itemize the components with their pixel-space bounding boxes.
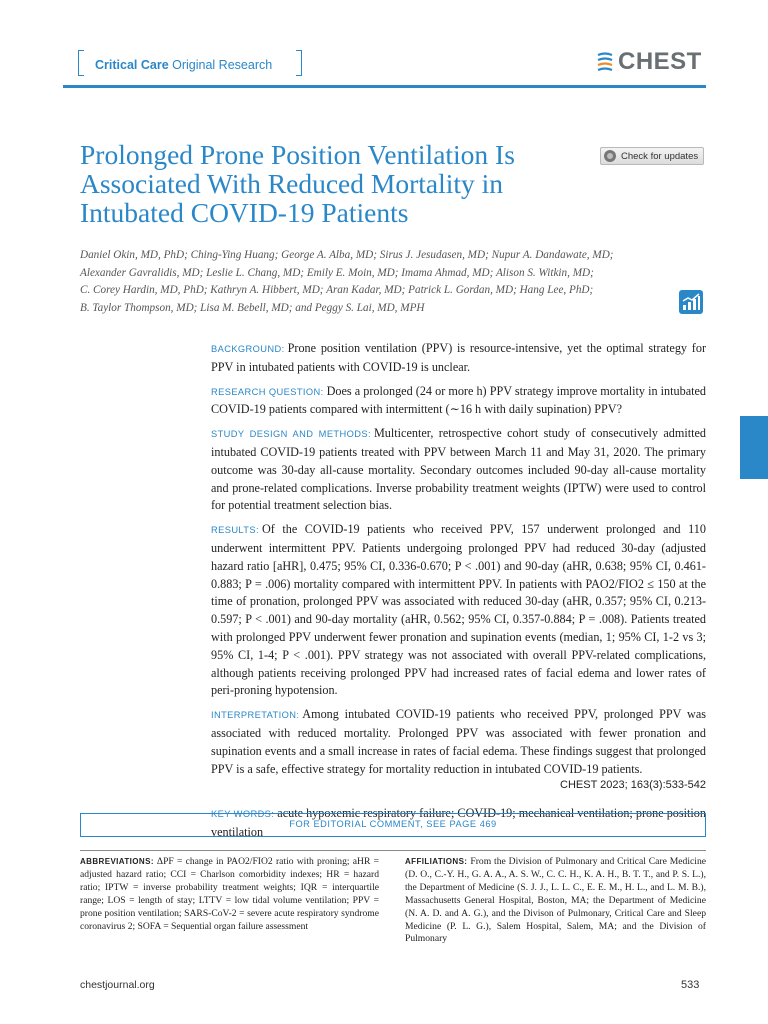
abstract-heading: RESULTS: [211, 525, 259, 536]
footnote-rule [80, 850, 706, 851]
abstract [211, 340, 706, 848]
abstract-text: Prone position ventilation (PPV) is resource-intensive, yet the optimal strategy for PPV in intubated patients with COVID-19 is unclear. [211, 341, 706, 374]
author-line: Alexander Gavralidis, MD; Leslie L. Chang, MD; Emily E. Moin, MD; Imama Ahmad, MD; Alison S. Witkin, MD; [80, 266, 594, 279]
footnote-heading: AFFILIATIONS: [405, 857, 468, 866]
header-bracket-left [78, 50, 84, 76]
abstract-text: Does a prolonged (24 or more h) PPV strategy improve mortality in intubated COVID-19 patients compared with intermittent (∼16 h with daily supination) PPV? [211, 383, 706, 417]
journal-site-link[interactable]: chestjournal.org [80, 979, 155, 991]
article-title: Prolonged Prone Position Ventilation Is Associated With Reduced Mortality in Intubated COVID-19 Patients [80, 139, 515, 228]
author-line: C. Corey Hardin, MD, PhD; Kathryn A. Hibbert, MD; Aran Kadar, MD; Patrick L. Gordan, MD; Hang Lee, PhD; [80, 284, 594, 296]
footnote-text: From the Division of Pulmonary and Critical Care Medicine (D. O., C.-Y. H., G. A. A., A. S. W., C. C. H., K. A. H., B. T. T., and P. S. L.), the Department of Medicine (S. J. J., L. L. C., E. E. M., H. L., and L. M. B.), Massachusetts General Hospital, Boston, MA; the Department of Medicine (N. A. D. and A. G.), and the Divison of Pulmonary, Critical Care and Sleep Medicine (P. L. G.), Salem Hospital, Salem, MA; and the Division of Pulmonary [405, 856, 706, 945]
journal-logo-text: CHEST [618, 48, 702, 75]
editorial-comment-link[interactable]: FOR EDITORIAL COMMENT, SEE PAGE 469 [80, 813, 706, 837]
footnote-text: ΔPF = change in PAO2/FIO2 ratio with proning; aHR = adjusted hazard ratio; CCI = Charlson comorbidity indexes; HR = hazard ratio; IPTW = inverse probability treatment weights; IQR = interquartile range; LOS = length of stay; LTTV = low tidal volume ventilation; PPV = prone position ventilation; SARS-CoV-2 = severe acute respiratory syndrome coronavirus 2; SOFA = Sequential organ failure assessment [80, 856, 379, 932]
section-label-rest: Original Research [172, 58, 273, 72]
abstract-question [211, 383, 706, 420]
section-label [95, 58, 272, 72]
affiliations-footnote [405, 856, 706, 946]
abstract-interpretation [211, 706, 706, 778]
abstract-heading: INTERPRETATION: [211, 710, 300, 721]
citation: CHEST 2023; 163(3):533-542 [560, 779, 706, 792]
abstract-background [211, 340, 706, 377]
abbreviations-footnote [80, 856, 379, 933]
abstract-text: Among intubated COVID-19 patients who received PPV, prolonged PPV was associated with reduced mortality. Prolonged PPV was associated with fewer pronation and supination events and a small increase in rates of facial edema. These findings suggest that prolonged PPV is a safe, effective strategy for mortality reduction in intubated COVID-19 patients. [211, 707, 706, 776]
journal-logo[interactable] [596, 48, 702, 76]
updates-icon [604, 150, 616, 162]
footnote-heading: ABBREVIATIONS: [80, 857, 154, 866]
abstract-text: Of the COVID-19 patients who received PPV, 157 underwent prolonged and 110 underwent intermittent PPV. Patients undergoing prolonged PPV had reduced 30-day (adjusted hazard ratio [aHR], 0.475; 95% CI, 0.336-0.670; P < .001) and 90-day (aHR, 0.638; 95% CI, 0.461-0.883; P = .006) mortality compared with intermittent PPV. In patients with PAO2/FIO2 ≤ 150 at the time of pronation, prolonged PPV was associated with reduced 30-day (aHR, 0.357; 95% CI, 0.213-0.597; P < .001) and 90-day mortality (aHR, 0.562; 95% CI, 0.357-0.884; P = .008). Patients treated with prolonged PPV underwent fewer pronation and supination events (median, 1; 95% CI, 1-2 vs 3; 95% CI, 1-4; P < .001). PPV strategy was not associated with overall PPV-related complications, although patients receiving prolonged PPV had increased rates of facial edema and lower rates of peri-proning hypotension. [211, 522, 706, 698]
abstract-heading: RESEARCH QUESTION: [211, 386, 324, 397]
check-for-updates-button[interactable] [600, 147, 704, 165]
author-list [80, 247, 680, 317]
side-tab [740, 416, 768, 479]
abstract-text: Multicenter, retrospective cohort study of consecutively admitted intubated COVID-19 patients treated with PPV between March 11 and May 31, 2020. The primary outcome was 30-day all-cause mortality. Secondary outcomes included 90-day all-cause mortality and prone-related complications. Inverse probability treatment weights (IPTW) were used to control for potential treatment selection bias. [211, 426, 706, 513]
page-number: 533 [681, 979, 700, 991]
header-bracket-right [296, 50, 302, 76]
abstract-methods [211, 425, 706, 515]
abstract-heading: KEY WORDS: [211, 809, 275, 820]
section-label-bold: Critical Care [95, 58, 169, 72]
chart-badge[interactable] [679, 290, 703, 314]
abstract-results [211, 521, 706, 700]
author-line: B. Taylor Thompson, MD; Lisa M. Bebell, MD; and Peggy S. Lai, MD, MPH [80, 301, 425, 314]
check-for-updates-label: Check for updates [621, 150, 699, 162]
abstract-heading: STUDY DESIGN AND METHODS: [211, 429, 371, 440]
header-rule [63, 85, 706, 88]
author-line: Daniel Okin, MD, PhD; Ching-Ying Huang; George A. Alba, MD; Sirus J. Jesudasen, MD; Nupur A. Dandawate, MD; [80, 249, 614, 261]
abstract-text: acute hypoxemic respiratory failure; COVID-19; mechanical ventilation; prone position ventilation [211, 806, 706, 840]
chart-icon [679, 290, 703, 314]
chest-logo-icon [596, 52, 614, 72]
abstract-heading: BACKGROUND: [211, 344, 285, 354]
